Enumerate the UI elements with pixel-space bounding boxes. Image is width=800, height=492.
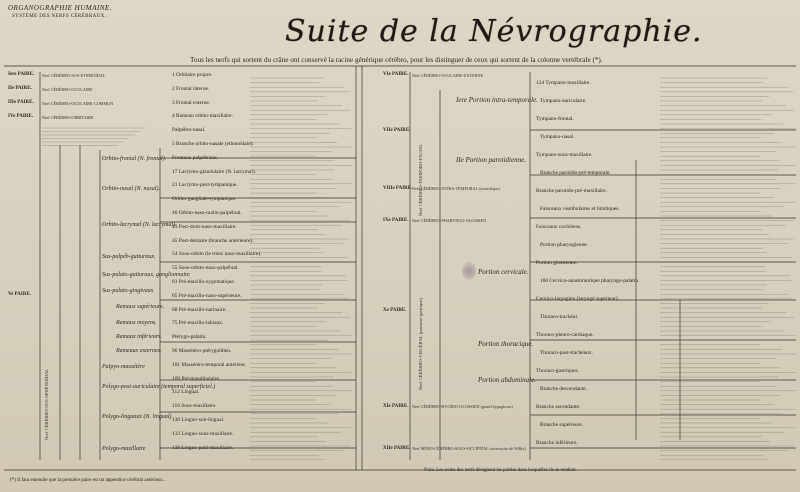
right-item: Branche descendante. — [540, 386, 587, 392]
right-item: Portion glossienne. — [536, 260, 578, 266]
middle-item: 138 Linguo-petit-maxillaire. — [172, 444, 234, 451]
middle-item: 1 Orbitaire propre. — [172, 72, 213, 78]
middle-item: 55 Sous-orbito-naso-palpébral. — [172, 265, 239, 272]
branch-orbito-lacrymal: Orbito-lacrymal (N. lacrymal). — [102, 222, 177, 228]
pair-5-number: Ve PAIRE. — [8, 292, 32, 297]
right-item: Tympano-nasal. — [540, 134, 575, 140]
middle-item: 109 Pré-mandibulaire. — [172, 375, 221, 382]
middle-item: 3 Frontal externe. — [172, 99, 211, 106]
right-item: Branche inférieure. — [536, 440, 578, 446]
right-item: Portion pharyngienne. — [540, 242, 588, 248]
right-item: Tympano-auriculaire. — [540, 98, 587, 104]
portion-cervicale: Portion cervicale. — [478, 268, 529, 276]
right-item: 124 Tympano-maxillaire. — [536, 80, 591, 86]
bottom-note: Nota. Les noms des nerfs désignent les parties dans lesquelles ils se rendent. — [424, 468, 577, 473]
right-item: Tympano-frontal. — [536, 116, 574, 122]
middle-item: Ptérygo-palatin. — [172, 334, 207, 341]
middle-item: 2 Frontal interne. — [172, 85, 210, 92]
right-item: Thoraco-gastriques. — [536, 368, 579, 374]
pair-6-name: Nerf CÉRÉBRO-OCULAIRE-EXTERNE — [412, 73, 484, 78]
middle-item: 75 Pré-maxillo-labiaux. — [172, 320, 224, 327]
pair-11-number: XIe PAIRE. — [383, 404, 409, 409]
right-item: Branche parotido-pré-temporale. — [540, 170, 611, 176]
middle-item: Palpébro-nasal. — [172, 127, 206, 134]
section-title: SYSTÈME DES NERFS CÉRÉBRAUX. — [12, 14, 107, 19]
branch-orbito-frontal: Orbito-frontal (N. frontal). — [102, 156, 167, 162]
middle-item: 4 Rameau orbito-maxillaire. — [172, 113, 233, 120]
pair-3-number: IIIe PAIRE. — [8, 100, 34, 105]
branch-sus-palpeb: Sus-palpéb-gutturaux. — [102, 254, 156, 260]
book-title: ORGANOGRAPHIE HUMAINE. — [8, 4, 112, 12]
middle-item: 5 Branche orbito-nasale (ethmoïdale). — [172, 141, 254, 147]
portion-parotidienne: IIe Portion parotidienne. — [456, 156, 526, 164]
pair-5-name: Nerf CÉRÉBRO-SUS-SPHÉNOÏDAL — [44, 368, 49, 440]
branch-polygo-linguaux: Polygo-linguaux (N. lingual) — [102, 414, 172, 420]
middle-item: 130 Linguo-sub-lingual. — [172, 417, 225, 423]
branch-polygo-post-auriculaire: Polygo-post-auriculaire (temporal superficiel.) — [102, 384, 216, 390]
branch-sus-palato-gingivaux: Sus-palato-gingivaux — [102, 288, 154, 294]
pair-8-name: Nerf CÉRÉBRO-INTRA-TEMPORAL (acoustique) — [412, 186, 500, 191]
pair-7-number: VIIe PAIRE. — [383, 128, 411, 133]
branch-sus-palato-ganglionnaire: Sus-palato-gutturaux, ganglionnaire — [102, 272, 190, 278]
branch-palpyo-masseter: Palpyo-massétère — [102, 364, 145, 370]
middle-item: 68 Pré-maxillo-narinaire. — [172, 306, 227, 313]
middle-item: 45 Post-dentaire (branche antérieure). — [172, 237, 254, 244]
right-item: 160 Cervico-anastomotique pharyngo-palatin. — [540, 278, 640, 284]
middle-item: Frontaux palpébraux. — [172, 154, 219, 161]
branch-orbito-nasal: Orbito-nasal (N. nasal). — [102, 186, 161, 192]
right-item: Faisceaux cochléens. — [536, 224, 582, 230]
middle-item: 116 Sous-maxillaire. — [172, 403, 217, 410]
right-item: Branche parotido-pré-maxillaire. — [536, 188, 607, 194]
pair-12-number: XIIe PAIRE. — [383, 446, 411, 451]
pair-4-name: Nerf CÉRÉBRO-ORBITAIRE — [42, 115, 94, 120]
branch-ramaux-inferieurs: Ramaux inférieurs. — [116, 334, 162, 340]
portion-thoracique: Portion thoracique. — [478, 340, 534, 348]
pair-11-name: Nerf CÉRÉBRO-HYOÏDO-GLOSSIEN (grand hypoglosse) — [412, 404, 513, 409]
pair-1-number: Iere PAIRE. — [8, 72, 35, 77]
pair-9-name: Nerf CÉRÉBRO-PHARYNGO-GLOSSIEN — [412, 218, 487, 223]
middle-item: 65 Pré-maxillo-naso-supérieure. — [172, 292, 242, 299]
right-item: Thoraco-post-trachéaux. — [540, 350, 593, 356]
pair-2-number: IIe PAIRE. — [8, 86, 32, 91]
right-item: Tympano-sous-maxillaire. — [536, 152, 593, 158]
right-item: Cervico-laryngien (laryngé supérieur). — [536, 296, 620, 302]
pair-6-number: VIe PAIRE. — [383, 72, 409, 77]
middle-item: 21 Lacrymo-post-tympanique. — [172, 182, 238, 189]
right-item: Thoraco-trachéal. — [540, 314, 579, 320]
middle-item: 112 Lingual. — [172, 389, 200, 396]
pair-2-name: Nerf CÉRÉBRO-OCULAIRE — [42, 87, 93, 92]
pair-1-name: Nerf CÉRÉBRO-SUS-ETHMOÏDAL — [42, 73, 106, 78]
pair-3-name: Nerf CÉRÉBRO-OCULAIRE-COMMUN — [42, 101, 114, 106]
branch-rameaux-externes: Rameaux externes. — [116, 348, 162, 354]
pair-10-number: Xe PAIRE. — [383, 308, 407, 313]
middle-item: 61 Pré-maxillo-zygomatique. — [172, 279, 236, 285]
page-title: Suite de la Névrographie. — [285, 14, 703, 49]
pair-9-number: IXe PAIRE. — [383, 218, 409, 223]
library-stamp — [462, 262, 476, 280]
right-item: Branche supérieure. — [540, 422, 584, 428]
middle-item: 96 Massétéro-ptérygoïdien. — [172, 348, 232, 354]
middle-item: 17 Lacrymo-glandulaire (N. lacrymal). — [172, 168, 256, 175]
middle-item: Orbito-gangliale-tympanique. — [172, 196, 237, 203]
right-item: Thoraco-pleuro-cardiaque. — [536, 332, 594, 338]
portion-abdominale: Portion abdominale. — [478, 376, 536, 384]
footnote: (*) Il faut entendre que la première paire est un appendice cérébral antérieur... — [10, 478, 166, 483]
middle-item: 133 Linguo-sous-maxillaire. — [172, 430, 234, 437]
middle-item: 43 Post-droit-naso-maxillaire. — [172, 223, 237, 230]
pair-7-name: Nerf CÉRÉBRO-TEMPORO-FACIAL — [418, 143, 423, 216]
branch-ramaux-moyens: Ramaux moyens. — [116, 320, 157, 326]
pair-4-number: IVe PAIRE. — [8, 114, 34, 119]
page-subtitle: Tous les nerfs qui sortent du crâne ont conservé la racine générique cérébro, pour les distinguer de ceux qui sortent de la colonne vertébrale (*). — [190, 56, 603, 64]
pair-8-number: VIIIe PAIRE. — [383, 186, 413, 191]
right-item: Branche ascendante. — [536, 404, 581, 410]
portion-intra-temporale: Iere Portion intra-temporale. — [456, 96, 538, 104]
pair-12-name: Nerf SPINO-CÉRÉBRO-SOUS-OCCIPITAL (accessoire de Willis) — [412, 446, 526, 451]
right-item: Faisceaux vestibulaires et limitiques. — [540, 206, 620, 212]
pair-10-name: Nerf CÉRÉBRO-VISCÉRAL (pneumo-gastrique) — [418, 298, 423, 390]
middle-item: 40 Orbito-naso-mallo-palpébral. — [172, 210, 242, 216]
branch-ramaux-superieurs: Ramaux supérieurs. — [116, 304, 164, 310]
middle-item: 54 Sous-orbito (le tronc naso-maxillaire). — [172, 251, 262, 258]
branch-polygo-maxillaire: Polygo-maxillaire — [102, 446, 146, 452]
middle-item: 101 Massétéro-temporal antérieur. — [172, 361, 247, 368]
